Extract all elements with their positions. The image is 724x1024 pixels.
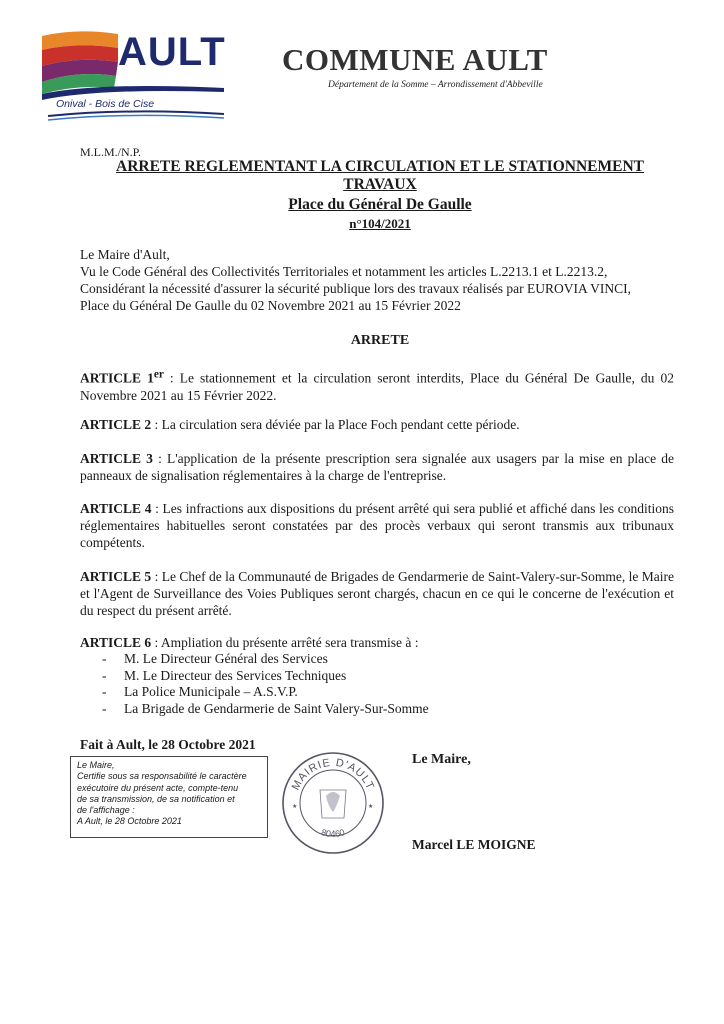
article-text: : Ampliation du présente arrêté sera transmise à : [151, 635, 419, 650]
list-item: - M. Le Directeur des Services Techniques [102, 667, 347, 683]
decree-title-line2: TRAVAUX [343, 176, 417, 193]
fait-a-ault: Fait à Ault, le 28 Octobre 2021 [80, 737, 256, 752]
article-text: : Le stationnement et la circulation seront interdits, Place du Général De Gaulle, du 02 Novembre 2021 au 15 Février 2022. [80, 370, 674, 403]
commune-title: COMMUNE AULT [282, 42, 548, 77]
intro-line: Le Maire d'Ault, [80, 247, 170, 262]
article-5 [80, 568, 674, 619]
article-3 [80, 450, 674, 484]
article-label: ARTICLE 1 [80, 370, 154, 386]
article-label: ARTICLE 2 [80, 417, 152, 432]
arrete-heading: ARRETE [350, 333, 410, 348]
article-2 [80, 416, 674, 433]
svg-text:MAIRIE D'AULT: MAIRIE D'AULT [289, 756, 377, 793]
intro-line: Place du Général De Gaulle du 02 Novembre 2021 au 15 Février 2022 [80, 298, 461, 313]
decree-number: n°104/2021 [349, 216, 411, 231]
article-label: ARTICLE 4 [80, 501, 152, 516]
logo-word: AULT [118, 30, 226, 74]
reference-code: M.L.M./N.P. [80, 145, 142, 159]
certification-box: Le Maire, Certifie sous sa responsabilité le caractère exécutoire du présent acte, compte-tenu de sa transmission, de sa notification et de l'affichage : A Ault, le 28 Octobre 2021 [70, 756, 268, 838]
svg-text:★: ★ [368, 804, 374, 810]
intro-block [80, 246, 700, 314]
commune-subtitle: Département de la Somme – Arrondissement d'Abbeville [328, 80, 543, 90]
article-label: ARTICLE 6 [80, 635, 152, 650]
signature-title: Le Maire, [412, 752, 471, 767]
stamp-seal-icon [278, 748, 388, 858]
decree-title-line1: ARRETE REGLEMENTANT LA CIRCULATION ET LE STATIONNEMENT [116, 158, 644, 175]
article-sup: er [153, 368, 164, 380]
article-4 [80, 500, 674, 551]
signature-name: Marcel LE MOIGNE [412, 837, 536, 852]
article-text: : L'application de la présente prescription sera signalée aux usagers par la mise en place de panneaux de signalisation réglementaires à la charge de l'entreprise. [80, 451, 674, 483]
list-item: - La Brigade de Gendarmerie de Saint Valery-Sur-Somme [102, 700, 429, 716]
list-item: - La Police Municipale – A.S.V.P. [102, 684, 298, 699]
article-1 [80, 366, 674, 404]
mairie-stamp [278, 748, 388, 858]
decree-place: Place du Général De Gaulle [288, 196, 472, 213]
article-text: : Le Chef de la Communauté de Brigades de Gendarmerie de Saint-Valery-sur-Somme, le Maire et l'Agent de Surveillance des Voies Publiques seront chargés, chacun en ce qui le concerne de l'exécution et du respect du présent arrêté. [80, 569, 675, 618]
svg-text:80460: 80460 [320, 827, 346, 839]
logo-subtitle: Onival - Bois de Cise [56, 98, 155, 110]
intro-line: Vu le Code Général des Collectivités Territoriales et notamment les articles L.2213.1 et L.2213.2, [80, 264, 608, 279]
list-item: - M. Le Directeur Général des Services [102, 651, 328, 666]
article-text: : La circulation sera déviée par la Place Foch pendant cette période. [151, 417, 520, 432]
article-text: : Les infractions aux dispositions du présent arrêté qui sera publié et affiché dans les conditions réglementaires habituelles seront constatées par des procès verbaux qui seront transmis aux tribunaux compétents. [80, 501, 674, 550]
intro-line: Considérant la nécessité d'assurer la sécurité publique lors des travaux réalisés par EUROVIA VINCI, [80, 281, 632, 296]
article-6 [80, 634, 674, 651]
article-label: ARTICLE 5 [80, 569, 152, 584]
article-label: ARTICLE 3 [80, 451, 153, 466]
svg-text:★: ★ [292, 804, 298, 810]
ampliation-list [102, 651, 429, 717]
